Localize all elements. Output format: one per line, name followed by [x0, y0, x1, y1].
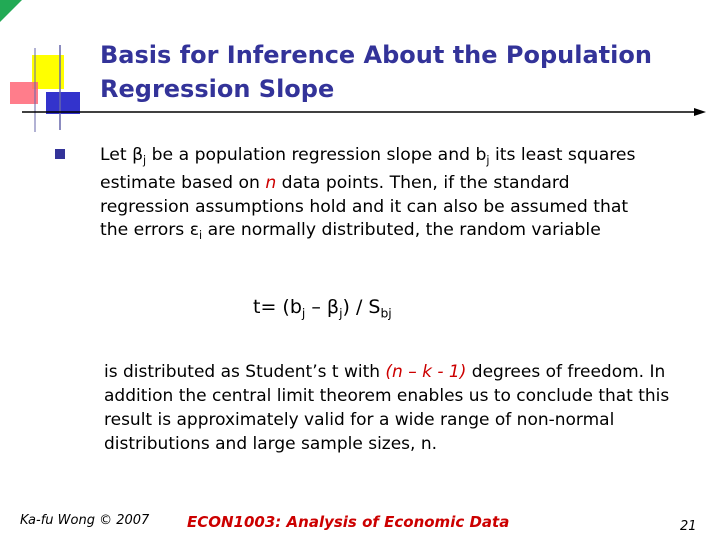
subscript-j: j	[339, 306, 343, 321]
distribution-paragraph	[104, 360, 674, 456]
subscript-j: j	[486, 153, 490, 167]
degrees-of-freedom: (n – k - 1)	[385, 362, 467, 382]
epsilon-symbol: ε	[189, 220, 199, 241]
n-variable: n	[265, 173, 277, 194]
formula-text: ) / S	[342, 296, 381, 318]
subscript-j: j	[143, 153, 147, 167]
subscript-i: i	[199, 229, 203, 243]
beta-symbol: β	[326, 296, 340, 318]
para-text: Let	[100, 145, 133, 165]
slide-title-line-2: Regression Slope	[100, 75, 335, 103]
para-text: be a population regression slope and b	[146, 145, 487, 165]
formula-text: t= (b	[253, 296, 302, 318]
slide-title	[100, 38, 700, 106]
slide-title-line-1: Basis for Inference About the Population	[100, 41, 652, 69]
subscript-j: j	[301, 306, 306, 321]
t-statistic-formula	[253, 293, 392, 327]
para-text: is distributed as Student’s t with	[104, 362, 386, 382]
subscript-bj: bj	[380, 306, 392, 321]
formula-text: –	[305, 296, 327, 318]
para-text: are normally distributed, the random variable	[202, 220, 601, 241]
footer-author: Ka-fu Wong © 2007	[20, 513, 150, 528]
footer-course: ECON1003: Analysis of Economic Data	[187, 513, 510, 531]
title-divider-arrow	[22, 106, 706, 118]
para-text: degrees of freedom. In addition the central limit theorem enables us to conclude that this result is approximately valid for a wide range of non-normal distributions and large sample sizes, n.	[104, 362, 670, 454]
corner-triangle-decoration	[0, 0, 26, 26]
bullet-square-icon	[55, 149, 65, 159]
para-text: its least squares estimate based on	[100, 145, 636, 194]
page-number: 21	[680, 519, 697, 534]
body-paragraph	[100, 144, 660, 248]
para-text: data points. Then, if the standard regression assumptions hold and it can also be assumed that the errors	[100, 173, 629, 241]
slide-logo-decoration	[0, 40, 100, 140]
beta-symbol: β	[132, 145, 144, 165]
